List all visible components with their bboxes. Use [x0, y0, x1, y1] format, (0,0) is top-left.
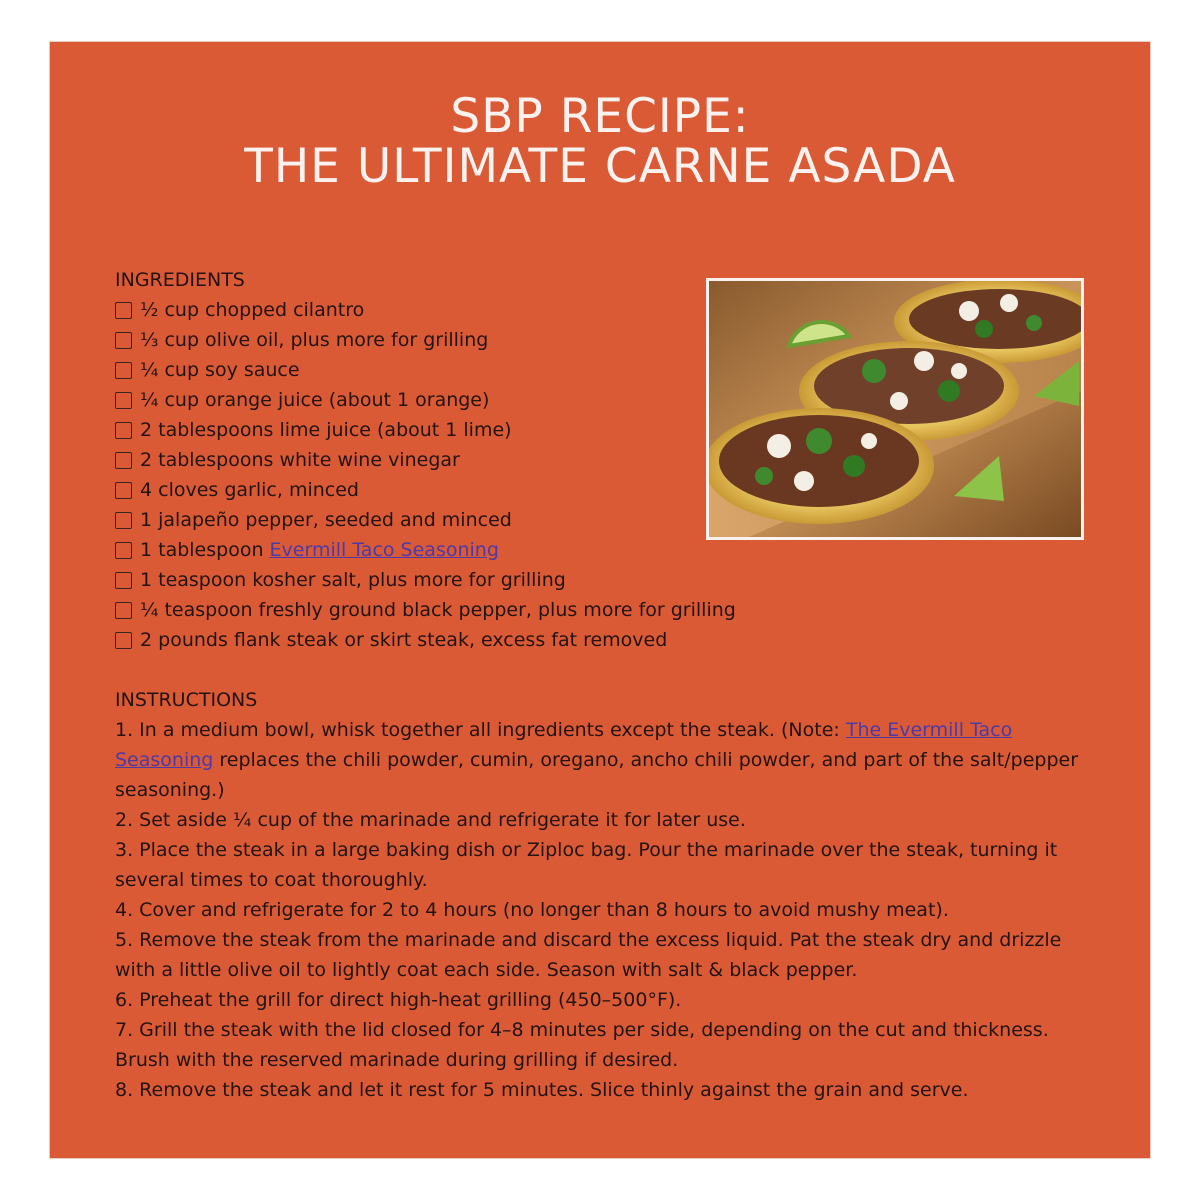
ingredient-checkbox[interactable]	[115, 602, 132, 619]
ingredients-heading: INGREDIENTS	[115, 269, 245, 291]
ingredient-text: 2 tablespoons white wine vinegar	[140, 449, 460, 471]
ingredient-item	[115, 625, 736, 655]
tacos-photo-icon	[709, 281, 1081, 537]
ingredient-text: 4 cloves garlic, minced	[140, 479, 359, 501]
title-line-1: SBP RECIPE:	[450, 89, 750, 144]
instruction-step: 3. Place the steak in a large baking dish or Ziploc bag. Pour the marinade over the steak, turning it several times to coat thoroughly.	[115, 839, 1058, 891]
ingredient-checkbox[interactable]	[115, 542, 132, 559]
ingredient-text: 2 tablespoons lime juice (about 1 lime)	[140, 419, 512, 441]
ingredient-item	[115, 535, 736, 565]
ingredient-checkbox[interactable]	[115, 452, 132, 469]
ingredients-list	[115, 295, 736, 655]
ingredient-item	[115, 385, 736, 415]
instruction-step: 8. Remove the steak and let it rest for 5 minutes. Slice thinly against the grain and serve.	[115, 1079, 969, 1101]
ingredient-checkbox[interactable]	[115, 362, 132, 379]
ingredient-item	[115, 325, 736, 355]
ingredient-item	[115, 475, 736, 505]
recipe-card	[50, 42, 1150, 1158]
ingredient-checkbox[interactable]	[115, 332, 132, 349]
ingredient-text: ½ cup chopped cilantro	[140, 299, 365, 321]
ingredient-text	[140, 535, 499, 565]
ingredient-item	[115, 295, 736, 325]
ingredient-item	[115, 595, 736, 625]
evermill-taco-seasoning-link[interactable]: The Evermill Taco Seasoning	[115, 719, 1013, 771]
ingredient-item	[115, 415, 736, 445]
ingredient-checkbox[interactable]	[115, 422, 132, 439]
ingredient-item	[115, 445, 736, 475]
instruction-step: 2. Set aside ¼ cup of the marinade and refrigerate it for later use.	[115, 809, 746, 831]
instruction-step-1-before: 1. In a medium bowl, whisk together all ingredients except the steak. (Note:	[115, 719, 846, 741]
ingredient-checkbox[interactable]	[115, 482, 132, 499]
instruction-step: 6. Preheat the grill for direct high-heat grilling (450–500°F).	[115, 989, 682, 1011]
instruction-step-1-after: replaces the chili powder, cumin, oregano, ancho chili powder, and part of the salt/pepper seasoning.)	[115, 749, 1079, 801]
ingredient-item	[115, 565, 736, 595]
ingredient-text: 1 jalapeño pepper, seeded and minced	[140, 509, 512, 531]
instruction-step: 4. Cover and refrigerate for 2 to 4 hours (no longer than 8 hours to avoid mushy meat).	[115, 899, 949, 921]
ingredient-text: 2 pounds flank steak or skirt steak, excess fat removed	[140, 629, 668, 651]
instruction-step	[115, 715, 1105, 805]
ingredient-text: ⅓ cup olive oil, plus more for grilling	[140, 329, 489, 351]
ingredient-checkbox[interactable]	[115, 512, 132, 529]
ingredient-checkbox[interactable]	[115, 572, 132, 589]
ingredient-text: ¼ teaspoon freshly ground black pepper, plus more for grilling	[140, 599, 736, 621]
ingredient-text-prefix: 1 tablespoon	[140, 539, 270, 561]
page-title	[50, 89, 1150, 194]
ingredient-checkbox[interactable]	[115, 392, 132, 409]
ingredient-text: 1 teaspoon kosher salt, plus more for grilling	[140, 569, 566, 591]
instruction-step: 7. Grill the steak with the lid closed for 4–8 minutes per side, depending on the cut and thickness. Brush with the reserved marinade during grilling if desired.	[115, 1019, 1049, 1071]
ingredient-item	[115, 505, 736, 535]
instruction-step: 5. Remove the steak from the marinade and discard the excess liquid. Pat the steak dry and drizzle with a little olive oil to lightly coat each side. Season with salt & black pepper.	[115, 929, 1062, 981]
ingredient-text: ¼ cup soy sauce	[140, 359, 300, 381]
ingredient-item	[115, 355, 736, 385]
evermill-taco-seasoning-link[interactable]: Evermill Taco Seasoning	[269, 539, 499, 561]
ingredient-checkbox[interactable]	[115, 632, 132, 649]
title-line-2: THE ULTIMATE CARNE ASADA	[244, 139, 956, 194]
ingredient-text: ¼ cup orange juice (about 1 orange)	[140, 389, 490, 411]
ingredient-checkbox[interactable]	[115, 302, 132, 319]
tacos-photo	[706, 278, 1084, 540]
instructions-heading: INSTRUCTIONS	[115, 689, 258, 711]
instructions-body	[115, 715, 1105, 1105]
